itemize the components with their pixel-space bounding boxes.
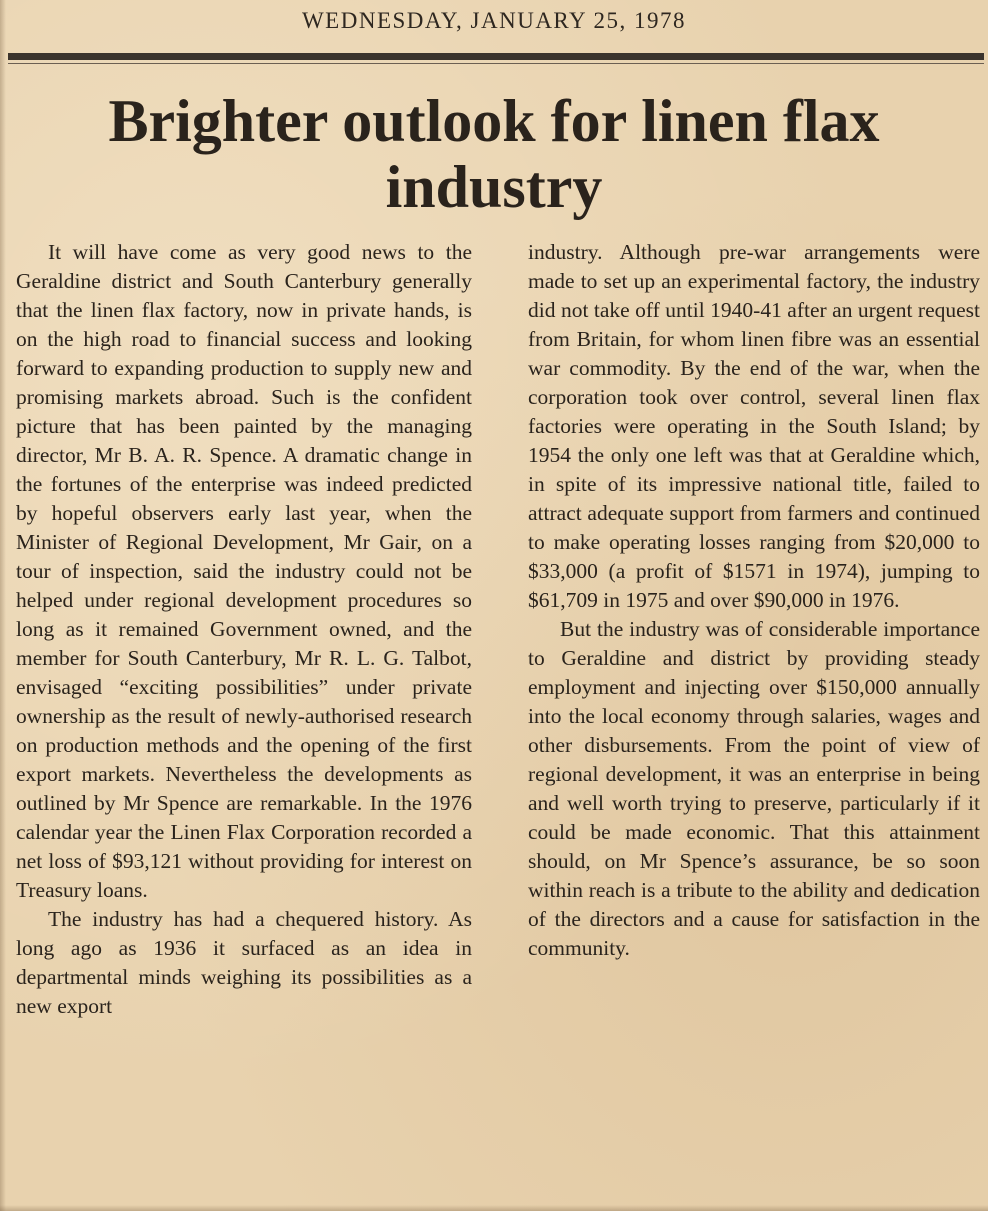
article-column-right [528, 238, 980, 1021]
header-rule-thin [8, 63, 984, 64]
article-paragraph: The industry has had a chequered history. As long ago as 1936 it surfaced as an idea in departmental minds weighing its possibilities as a new export [16, 907, 472, 1018]
article-body [16, 238, 980, 1021]
headline: Brighter outlook for linen flax industry [108, 88, 880, 220]
dateline: WEDNESDAY, JANUARY 25, 1978 [301, 8, 687, 33]
article-paragraph: It will have come as very good news to the Geraldine district and South Canterbury generally that the linen flax factory, now in private hands, is on the high road to financial success and looking forward to expanding production to supply new and promising markets abroad. Such is the confident picture that has been painted by the managing director, Mr B. A. R. Spence. A dramatic change in the fortunes of the enterprise was indeed predicted by hopeful observers early last year, when the Minister of Regional Development, Mr Gair, on a tour of inspection, said the industry could not be helped under regional development procedures so long as it remained Government owned, and the member for South Canterbury, Mr R. L. G. Talbot, envisaged “exciting possibilities” under private ownership as the result of newly-authorised research on production methods and the opening of the first export markets. Nevertheless the developments as outlined by Mr Spence are remarkable. In the 1976 calendar year the Linen Flax Corporation recorded a net loss of $93,121 without providing for interest on Treasury loans. [16, 240, 472, 902]
paper-edge-left [0, 0, 6, 1211]
paper-edge-bottom [0, 1205, 988, 1211]
header-rule [8, 53, 984, 60]
article-column-left [16, 238, 472, 1021]
article-paragraph-continued: industry. Although pre-war arrangements were made to set up an experimental factory, the industry did not take off until 1940-41 after an urgent request from Britain, for whom linen fibre was an essential war commodity. By the end of the war, when the corporation took over control, several linen flax factories were operating in the South Island; by 1954 the only one left was that at Geraldine which, in spite of its impressive national title, failed to attract adequate support from farmers and continued to make operating losses ranging from $20,000 to $33,000 (a profit of $1571 in 1974), jumping to $61,709 in 1975 and over $90,000 in 1976. [528, 240, 980, 612]
article-paragraph: But the industry was of considerable importance to Geraldine and district by providing steady employment and injecting over $150,000 annually into the local economy through salaries, wages and other disbursements. From the point of view of regional development, it was an enterprise in being and well worth trying to preserve, particularly if it could be made economic. That this attainment should, on Mr Spence’s assurance, be so soon within reach is a tribute to the ability and dedication of the directors and a cause for satisfaction in the community. [528, 617, 980, 960]
